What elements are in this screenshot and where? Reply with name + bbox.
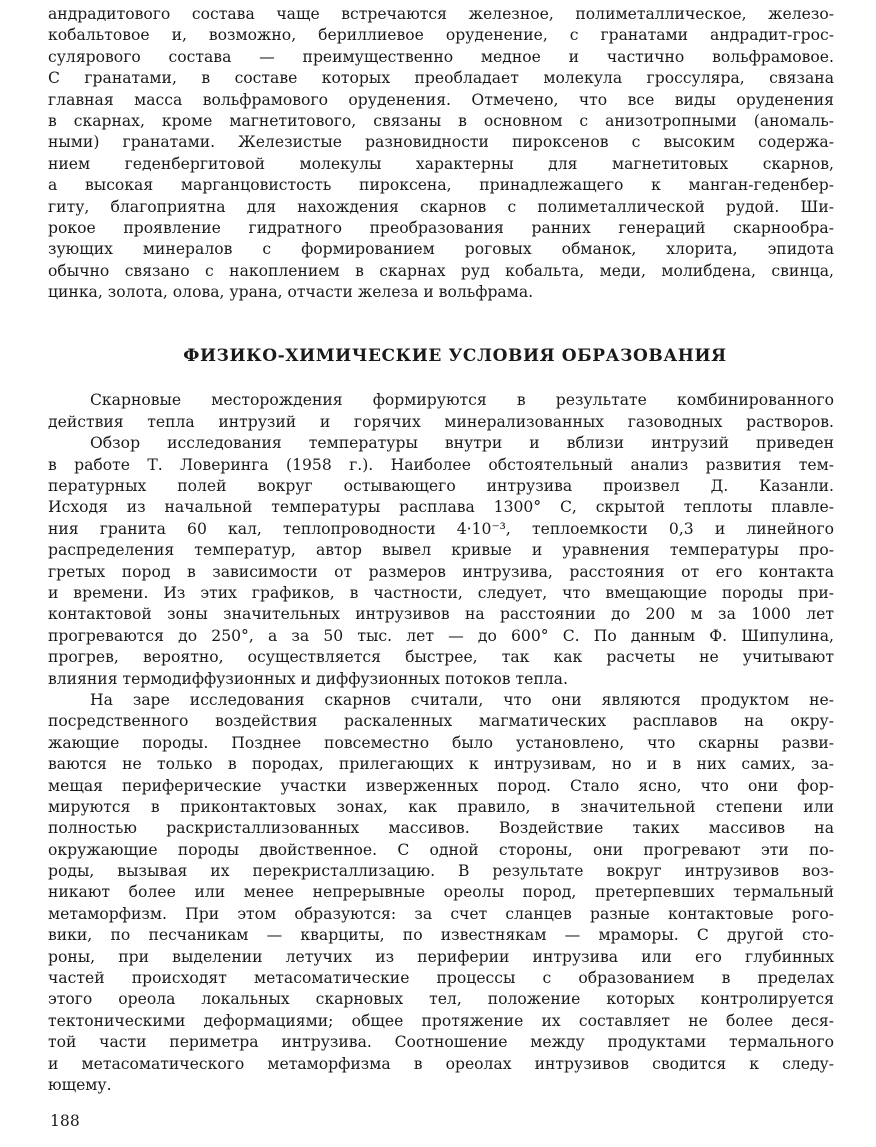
text-line: вики, по песчаникам — кварциты, по известнякам — мраморы. С другой сто- — [48, 926, 834, 945]
text-line: тектоническими деформациями; общее протяжение их составляет не более деся- — [48, 1011, 834, 1030]
paragraph-intro — [48, 390, 834, 433]
text-line: гиту, благоприятна для нахождения скарнов с полиметаллической рудой. Ши- — [48, 197, 834, 216]
paragraph-skarn-research — [48, 690, 834, 1096]
text-line: мещая периферические участки изверженных пород. Стало ясно, что они фор- — [48, 776, 834, 795]
text-line: рокое проявление гидратного преобразования ранних генераций скарнообра- — [48, 218, 834, 237]
text-line: Обзор исследования температуры внутри и вблизи интрузий приведен — [90, 434, 834, 453]
text-line: жающие породы. Позднее повсеместно было установлено, что скарны разви- — [48, 733, 834, 752]
page-body — [48, 4, 834, 1096]
text-line: никают более или менее непрерывные ореолы пород, претерпевших термальный — [48, 883, 834, 902]
text-line: в работе Т. Ловеринга (1958 г.). Наиболее обстоятельный анализ развития тем- — [48, 455, 834, 474]
text-line: главная масса вольфрамового оруденения. Отмечено, что все виды оруденения — [48, 90, 834, 109]
text-line: пературных полей вокруг остывающего интрузива произвел Д. Казанли. — [48, 477, 834, 496]
text-line: и времени. Из этих графиков, в частности, следует, что вмещающие породы при- — [48, 583, 834, 602]
text-line: а высокая марганцовистость пироксена, принадлежащего к манган-геденбер- — [48, 176, 834, 195]
text-line: прогреваются до 250°, а за 50 тыс. лет — до 600° С. По данным Ф. Шипулина, — [48, 626, 834, 645]
text-line: распределения температур, автор вывел кривые и уравнения температуры про- — [48, 541, 834, 560]
text-line: прогрев, вероятно, осуществляется быстрее, так как расчеты не учитывают — [48, 648, 834, 667]
text-line: действия тепла интрузий и горячих минерализованных газоводных растворов. — [48, 412, 834, 431]
text-line: На заре исследования скарнов считали, что они являются продуктом не- — [90, 690, 834, 709]
text-line: роны, при выделении летучих из периферии интрузива или его глубинных — [48, 947, 834, 966]
text-line: кобальтовое и, возможно, бериллиевое оруденение, с гранатами андрадит-грос- — [48, 26, 834, 45]
text-line: ния гранита 60 кал, теплопроводности 4·10⁻³, теплоемкости 0,3 и линейного — [48, 519, 834, 538]
text-line: Скарновые месторождения формируются в результате комбинированного — [90, 391, 834, 410]
section-heading: ФИЗИКО-ХИМИЧЕСКИЕ УСЛОВИЯ ОБРАЗОВАНИЯ — [183, 346, 727, 367]
text-line: той части периметра интрузива. Соотношение между продуктами термального — [48, 1033, 834, 1052]
text-line: этого ореола локальных скарновых тел, положение которых контролируется — [48, 990, 834, 1009]
text-line: мируются в приконтактовых зонах, как правило, в значительной степени или — [48, 797, 834, 816]
text-line: зующих минералов с формированием роговых обманок, хлорита, эпидота — [48, 240, 834, 259]
text-line: ными) гранатами. Железистые разновидности пироксенов с высоким содержа- — [48, 133, 834, 152]
text-line: С гранатами, в составе которых преобладает молекула гроссуляра, связана — [48, 69, 834, 88]
text-line: нием геденбергитовой молекулы характерны для магнетитовых скарнов, — [48, 154, 834, 173]
text-line: андрадитового состава чаще встречаются железное, полиметаллическое, железо- — [48, 5, 834, 23]
text-line: в скарнах, кроме магнетитового, связаны в основном с анизотропными (аномаль- — [48, 111, 834, 130]
text-line: цинка, золота, олова, урана, отчасти железа и вольфрама. — [48, 283, 534, 302]
paragraph-temperature-review — [48, 433, 834, 690]
page-number: 188 — [50, 1112, 80, 1130]
text-line: роды, вызывая их перекристаллизацию. В результате вокруг интрузивов воз- — [48, 862, 834, 881]
text-line: контактовой зоны значительных интрузивов на расстоянии до 200 м за 1000 лет — [48, 605, 834, 624]
text-line: и метасоматического метаморфизма в ореолах интрузивов сводится к следу- — [48, 1054, 834, 1073]
text-line: окружающие породы двойственное. С одной стороны, они прогревают эти по- — [48, 840, 834, 859]
text-line: посредственного воздействия раскаленных магматических расплавов на окру- — [48, 712, 834, 731]
text-line: ющему. — [48, 1075, 112, 1094]
text-line: обычно связано с накоплением в скарнах руд кобальта, меди, молибдена, свинца, — [48, 261, 834, 280]
text-line: частей происходят метасоматические процессы с образованием в пределах — [48, 969, 834, 988]
text-line: сулярового состава — преимущественно медное и частично вольфрамовое. — [48, 47, 834, 66]
text-line: гретых пород в зависимости от размеров интрузива, расстояния от его контакта — [48, 562, 834, 581]
paragraph-ore-associations — [48, 4, 834, 303]
text-line: Исходя из начальной температуры расплава 1300° С, скрытой теплоты плавле- — [48, 498, 834, 517]
text-line: влияния термодиффузионных и диффузионных потоков тепла. — [48, 669, 568, 688]
text-line: полностью раскристаллизованных массивов. Воздействие таких массивов на — [48, 819, 834, 838]
text-line: метаморфизм. При этом образуются: за счет сланцев разные контактовые рого- — [48, 904, 834, 923]
text-line: ваются не только в породах, прилегающих к интрузивам, но и в них самих, за- — [48, 755, 834, 774]
